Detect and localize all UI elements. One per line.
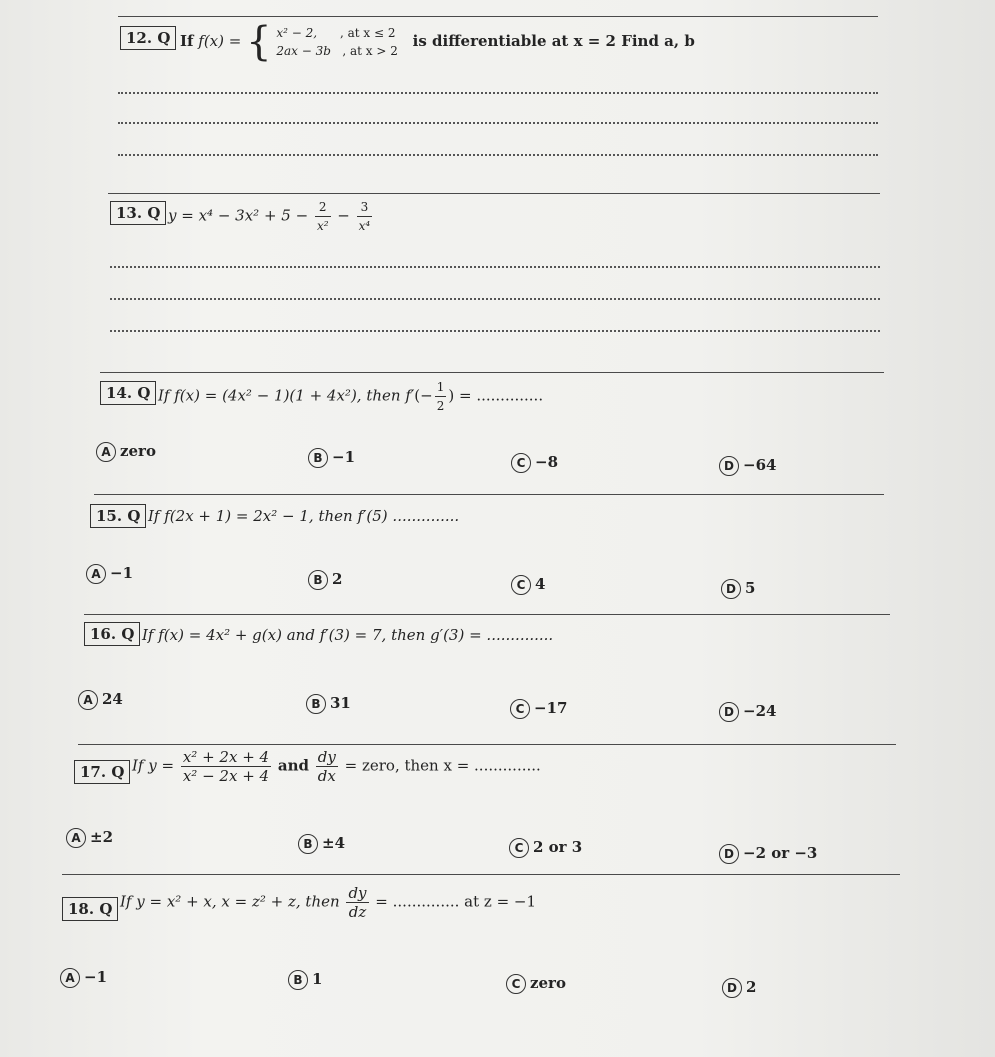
option-letter: A: [60, 968, 80, 988]
q13-f1-denominator: x²: [316, 219, 329, 233]
question-14-text: [158, 378, 543, 415]
question-16-text: If f(x) = 4x² + g(x) and f′(3) = 7, then g′(3) = ..............: [142, 626, 554, 644]
option-letter: D: [719, 702, 739, 722]
answer-line: [118, 154, 878, 156]
q13-minus: −: [337, 206, 350, 225]
question-12-text: [180, 19, 695, 65]
q14-denominator: 2: [436, 399, 445, 413]
answer-line: [110, 330, 880, 332]
option-text: 24: [102, 690, 123, 708]
option-letter: A: [66, 828, 86, 848]
q14-numerator: 1: [435, 378, 447, 397]
option-letter: D: [719, 456, 739, 476]
question-number-16: 16. Q: [84, 622, 140, 646]
q13-f2-numerator: 3: [357, 198, 373, 217]
answer-line: [118, 92, 878, 94]
q13-fraction-2: [357, 198, 373, 235]
option-text: −8: [535, 453, 559, 471]
option-letter: D: [721, 579, 741, 599]
q18-option-b[interactable]: [288, 968, 322, 990]
answer-line: [110, 298, 880, 300]
option-letter: C: [506, 974, 526, 994]
option-text: ±2: [90, 828, 114, 846]
option-text: −1: [110, 564, 134, 582]
q14-arg-open: (−: [414, 386, 433, 405]
divider: [94, 494, 884, 495]
question-13-text: [168, 198, 374, 235]
option-letter: B: [298, 834, 318, 854]
q12-lead: If: [180, 32, 194, 50]
question-number-14: 14. Q: [100, 381, 156, 405]
divider: [62, 874, 900, 875]
q13-f2-denominator: x⁴: [358, 219, 371, 233]
divider: [118, 16, 878, 17]
option-letter: C: [509, 838, 529, 858]
q12-case1-expr: x² − 2,: [276, 26, 318, 40]
q14-blank: = ..............: [459, 386, 544, 405]
option-text: zero: [120, 442, 156, 460]
question-number-15: 15. Q: [90, 504, 146, 528]
option-text: 2: [332, 570, 343, 588]
q12-case1-cond: , at x ≤ 2: [339, 26, 396, 40]
q14-option-a[interactable]: [96, 440, 156, 462]
option-letter: B: [288, 970, 308, 990]
option-text: −2 or −3: [743, 844, 818, 862]
piecewise-brace: {: [246, 19, 272, 65]
option-letter: C: [510, 699, 530, 719]
q14-option-d[interactable]: [719, 454, 776, 476]
q18-d-numerator: dy: [348, 884, 367, 902]
q18-lead: If y = x² + x, x = z² + z, then: [120, 892, 340, 911]
option-letter: A: [96, 442, 116, 462]
option-text: −1: [332, 448, 356, 466]
option-text: zero: [530, 974, 566, 992]
q16-option-a[interactable]: [78, 688, 123, 710]
q17-numerator: x² + 2x + 4: [182, 748, 270, 766]
q14-arg-close: ): [448, 386, 455, 405]
q17-derivative: [316, 748, 338, 785]
question-number-13: 13. Q: [110, 201, 166, 225]
question-number-17: 17. Q: [74, 760, 130, 784]
q12-case2-cond: , at x > 2: [342, 44, 398, 58]
q17-fraction: [181, 748, 271, 785]
q18-d-denominator: dz: [348, 903, 367, 921]
option-letter: D: [719, 844, 739, 864]
option-text: 2: [746, 978, 757, 996]
option-text: ±4: [322, 834, 346, 852]
q12-function: f(x) =: [198, 32, 242, 50]
divider: [100, 372, 884, 373]
question-15-text: If f(2x + 1) = 2x² − 1, then f′(5) ..............: [148, 507, 460, 525]
q13-f1-numerator: 2: [315, 198, 331, 217]
option-text: 2 or 3: [533, 838, 583, 856]
option-text: 4: [535, 575, 546, 593]
q17-d-denominator: dx: [317, 767, 336, 785]
question-17-text: [132, 748, 541, 785]
q15-option-a[interactable]: [86, 562, 133, 584]
divider: [84, 614, 890, 615]
q17-option-c[interactable]: [509, 836, 582, 858]
q14-expr: If f(x) = (4x² − 1)(1 + 4x²), then f′: [158, 386, 415, 405]
option-text: 31: [330, 694, 351, 712]
q12-tail: is differentiable at x = 2 Find a, b: [412, 32, 695, 50]
divider: [108, 193, 880, 194]
question-number-12: 12. Q: [120, 26, 176, 50]
q14-fraction: [435, 378, 447, 415]
option-text: −17: [534, 699, 568, 717]
option-letter: C: [511, 575, 531, 595]
q15-option-c[interactable]: [511, 573, 545, 595]
option-letter: B: [308, 448, 328, 468]
question-18-text: [120, 884, 536, 921]
q18-option-c[interactable]: [506, 972, 566, 994]
q16-option-b[interactable]: [306, 692, 351, 714]
q18-option-a[interactable]: [60, 966, 107, 988]
q17-and: and: [277, 756, 309, 775]
divider: [78, 744, 896, 745]
q18-derivative: [346, 884, 368, 921]
option-letter: A: [78, 690, 98, 710]
option-letter: A: [86, 564, 106, 584]
q13-fraction-1: [315, 198, 331, 235]
option-letter: D: [722, 978, 742, 998]
option-letter: B: [308, 570, 328, 590]
option-letter: C: [511, 453, 531, 473]
piecewise-cases: [276, 24, 398, 60]
q13-expr: y = x⁴ − 3x² + 5 −: [168, 206, 309, 225]
q17-d-numerator: dy: [317, 748, 336, 766]
option-text: −24: [743, 702, 777, 720]
question-number-18: 18. Q: [62, 897, 118, 921]
option-text: 1: [312, 970, 323, 988]
q14-option-c[interactable]: [511, 451, 558, 473]
q17-option-b[interactable]: [298, 832, 345, 854]
q18-tail: = .............. at z = −1: [375, 892, 537, 911]
q17-option-a[interactable]: [66, 826, 113, 848]
q18-option-d[interactable]: [722, 976, 756, 998]
option-text: −1: [84, 968, 108, 986]
option-text: 5: [745, 579, 756, 597]
q15-option-b[interactable]: [308, 568, 342, 590]
answer-line: [110, 266, 880, 268]
q16-option-c[interactable]: [510, 697, 567, 719]
q17-denominator: x² − 2x + 4: [182, 767, 270, 785]
answer-line: [118, 122, 878, 124]
option-letter: B: [306, 694, 326, 714]
q12-case2-expr: 2ax − 3b: [276, 44, 331, 58]
q16-option-d[interactable]: [719, 700, 776, 722]
q17-tail: = zero, then x = ..............: [344, 756, 541, 775]
q15-option-d[interactable]: [721, 577, 755, 599]
q14-option-b[interactable]: [308, 446, 355, 468]
q17-option-d[interactable]: [719, 842, 817, 864]
q17-lead: If y =: [132, 756, 175, 775]
option-text: −64: [743, 456, 777, 474]
